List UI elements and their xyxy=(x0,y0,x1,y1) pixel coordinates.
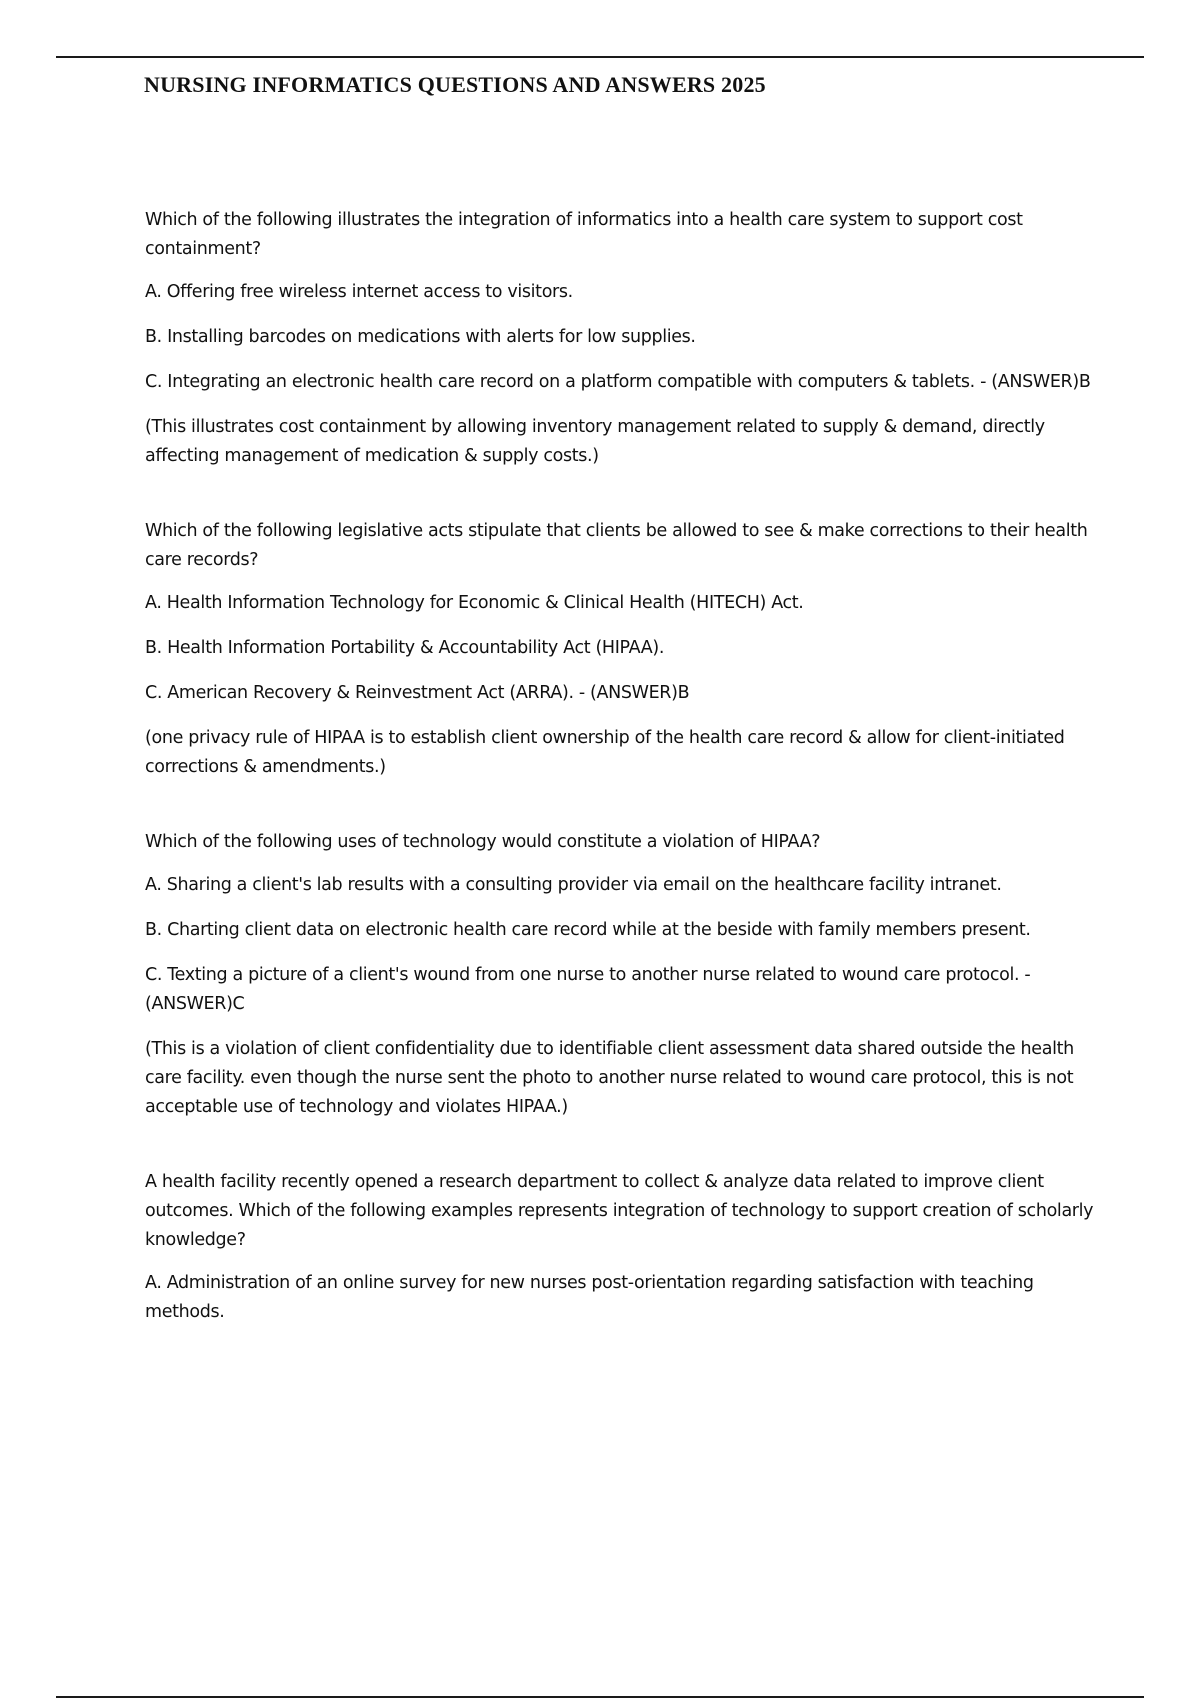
question-block-2 xyxy=(145,517,1095,782)
answer-rationale: (one privacy rule of HIPAA is to establish client ownership of the health care record & allow for client-initiated corrections & amendments.) xyxy=(145,728,1065,777)
answer-option: B. Health Information Portability & Accountability Act (HIPAA). xyxy=(145,638,665,658)
top-rule xyxy=(56,56,1144,58)
document-title: NURSING INFORMATICS QUESTIONS AND ANSWERS 2025 xyxy=(144,72,766,97)
question-stem: Which of the following legislative acts stipulate that clients be allowed to see & make corrections to their health care records? xyxy=(145,521,1088,570)
question-block-3 xyxy=(145,828,1095,1122)
answer-rationale: (This illustrates cost containment by allowing inventory management related to supply & demand, directly affecting management of medication & supply costs.) xyxy=(145,417,1045,466)
answer-option: B. Installing barcodes on medications with alerts for low supplies. xyxy=(145,327,696,347)
answer-option: A. Sharing a client's lab results with a consulting provider via email on the healthcare facility intranet. xyxy=(145,875,1002,895)
answer-option: C. American Recovery & Reinvestment Act (ARRA). - (ANSWER)B xyxy=(145,683,690,703)
question-stem: A health facility recently opened a research department to collect & analyze data related to improve client outcomes. Which of the following examples represents integration of technology to support creation of scholarly knowledge? xyxy=(145,1172,1094,1250)
answer-option: A. Health Information Technology for Economic & Clinical Health (HITECH) Act. xyxy=(145,593,804,613)
question-block-1 xyxy=(145,206,1095,471)
answer-option: A. Offering free wireless internet access to visitors. xyxy=(145,282,573,302)
answer-option: B. Charting client data on electronic health care record while at the beside with family members present. xyxy=(145,920,1031,940)
bottom-rule xyxy=(56,1696,1144,1698)
answer-rationale: (This is a violation of client confidentiality due to identifiable client assessment data shared outside the health care facility. even though the nurse sent the photo to another nurse related to wound care protocol, this is not acceptable use of technology and violates HIPAA.) xyxy=(145,1039,1074,1117)
question-stem: Which of the following uses of technology would constitute a violation of HIPAA? xyxy=(145,832,821,852)
question-block-4 xyxy=(145,1168,1095,1327)
answer-option: C. Texting a picture of a client's wound from one nurse to another nurse related to wound care protocol. - (ANSWER)C xyxy=(145,965,1031,1014)
question-stem: Which of the following illustrates the integration of informatics into a health care system to support cost containment? xyxy=(145,210,1023,259)
answer-option: A. Administration of an online survey for new nurses post-orientation regarding satisfaction with teaching methods. xyxy=(145,1273,1034,1322)
document-body xyxy=(145,206,1095,1373)
answer-option: C. Integrating an electronic health care record on a platform compatible with computers & tablets. - (ANSWER)B xyxy=(145,372,1091,392)
